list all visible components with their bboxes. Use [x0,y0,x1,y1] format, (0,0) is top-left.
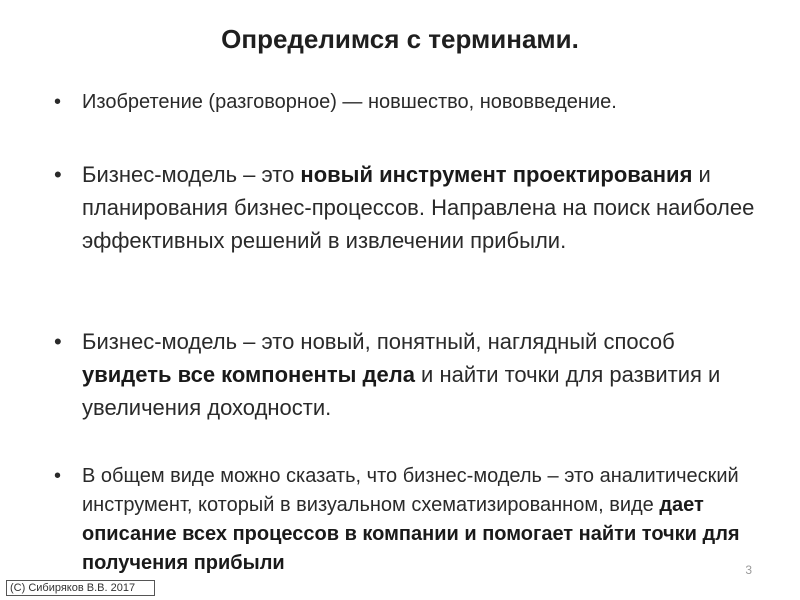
bullet-segment: Бизнес-модель – это новый, понятный, наглядный способ [82,329,675,354]
bullet-segment: Изобретение (разговорное) — новшество, нововведение. [82,91,617,113]
bullet-text [82,158,762,257]
page-number: 3 [745,563,752,577]
bullet-segment: Бизнес-модель – это [82,162,301,187]
bullet-segment-bold: дает описание всех процессов в компании и помогает найти точки для получения прибыли [82,494,740,574]
bullet-segment: В общем виде можно сказать, что бизнес-модель – это аналитический инструмент, который в визуальном схематизированном, виде [82,465,739,516]
bullet-text [82,462,762,578]
slide-title: Определимся с терминами. [221,24,579,54]
bullet-marker: • [54,91,62,113]
bullet-segment-bold: увидеть все компоненты дела [82,362,415,387]
bullet-segment: и планирования бизнес-процессов. Направлена на поиск наиболее эффективных решений в извлечении прибыли. [82,162,755,253]
bullet-marker: • [54,162,62,187]
bullet-segment: и найти точки для развития и увеличения доходности. [82,362,721,420]
bullet-marker: • [54,329,62,354]
copyright-label: (С) Сибиряков В.В. 2017 [6,580,155,596]
bullet-segment-bold: новый инструмент проектирования [300,162,693,187]
bullet-text [82,325,762,424]
bullet-marker: • [54,465,62,487]
bullet-text [82,88,762,116]
